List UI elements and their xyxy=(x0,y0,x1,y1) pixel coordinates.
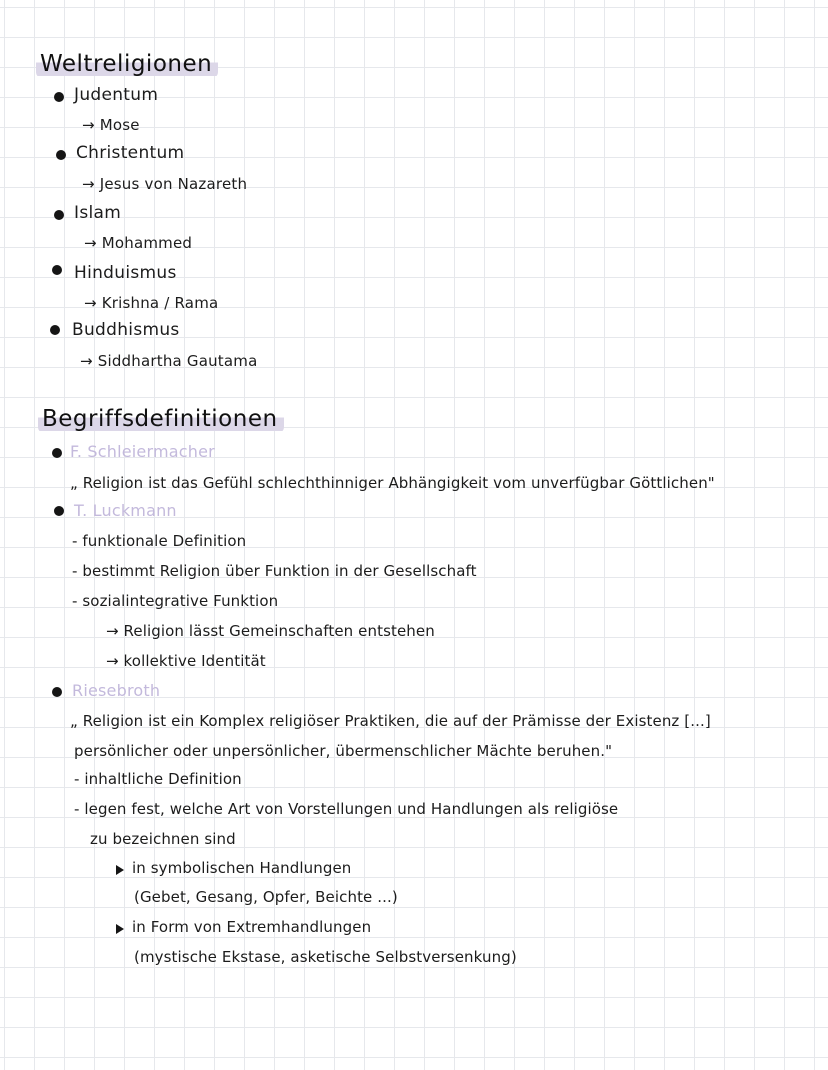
list-item-hinduismus: Hinduismus xyxy=(74,263,177,283)
list-item-buddhismus: Buddhismus xyxy=(72,320,180,340)
bullet-icon xyxy=(50,325,60,335)
section-heading-begriffsdefinitionen: Begriffsdefinitionen xyxy=(38,405,284,433)
riesebroth-line-8: in Form von Extremhandlungen xyxy=(132,918,372,936)
luckmann-line-3: - sozialintegrative Funktion xyxy=(72,592,279,610)
list-item-judentum: Judentum xyxy=(74,85,159,105)
riesebroth-line-5: zu bezeichnen sind xyxy=(90,830,236,848)
list-subitem-siddhartha: → Siddhartha Gautama xyxy=(80,352,258,370)
quote-riesebroth-line-1: „ Religion ist ein Komplex religiöser Praktiken, die auf der Prämisse der Existenz [...] xyxy=(70,712,711,730)
triangle-bullet-icon xyxy=(116,924,124,934)
luckmann-line-5: → kollektive Identität xyxy=(106,652,266,670)
author-name-riesebroth: Riesebroth xyxy=(72,681,161,700)
bullet-icon xyxy=(52,265,62,275)
luckmann-line-1: - funktionale Definition xyxy=(72,532,247,550)
luckmann-line-4: → Religion lässt Gemeinschaften entstehen xyxy=(106,622,435,640)
list-subitem-mose: → Mose xyxy=(82,116,140,134)
riesebroth-line-7: (Gebet, Gesang, Opfer, Beichte ...) xyxy=(134,888,398,906)
quote-riesebroth-line-2: persönlicher oder unpersönlicher, übermenschlicher Mächte beruhen." xyxy=(74,742,613,760)
section-heading-weltreligionen: Weltreligionen xyxy=(36,50,218,78)
bullet-icon xyxy=(54,92,64,102)
bullet-icon xyxy=(52,687,62,697)
list-subitem-mohammed: → Mohammed xyxy=(84,234,193,252)
author-name-luckmann: T. Luckmann xyxy=(74,501,177,520)
bullet-icon xyxy=(54,210,64,220)
riesebroth-line-4: - legen fest, welche Art von Vorstellungen und Handlungen als religiöse xyxy=(74,800,619,818)
triangle-bullet-icon xyxy=(116,865,124,875)
luckmann-line-2: - bestimmt Religion über Funktion in der Gesellschaft xyxy=(72,562,477,580)
list-item-christentum: Christentum xyxy=(76,143,185,163)
list-subitem-krishna: → Krishna / Rama xyxy=(84,294,219,312)
bullet-icon xyxy=(54,506,64,516)
bullet-icon xyxy=(56,150,66,160)
author-name-schleiermacher: F. Schleiermacher xyxy=(70,442,215,461)
riesebroth-line-3: - inhaltliche Definition xyxy=(74,770,242,788)
quote-schleiermacher: „ Religion ist das Gefühl schlechthinniger Abhängigkeit vom unverfügbar Göttlichen" xyxy=(70,474,715,492)
bullet-icon xyxy=(52,448,62,458)
riesebroth-line-9: (mystische Ekstase, asketische Selbstversenkung) xyxy=(134,948,517,966)
list-subitem-jesus: → Jesus von Nazareth xyxy=(82,175,248,193)
list-item-islam: Islam xyxy=(74,203,122,223)
riesebroth-line-6: in symbolischen Handlungen xyxy=(132,859,352,877)
